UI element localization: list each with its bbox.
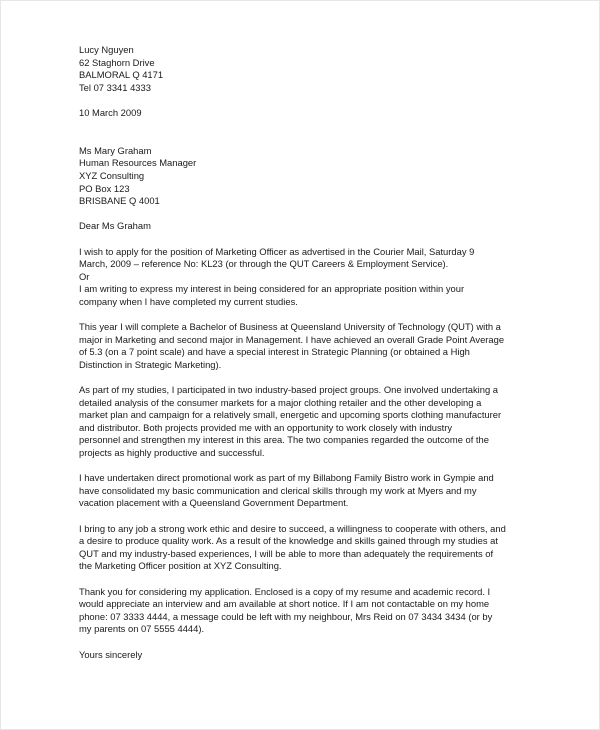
recipient-title: Human Resources Manager xyxy=(79,157,197,169)
paragraph-1 xyxy=(79,246,549,309)
sender-name: Lucy Nguyen xyxy=(79,44,134,55)
paragraph-line: and distributor. Both projects provided me with an opportunity to work closely with industry xyxy=(79,421,453,433)
sender-street: 62 Staghorn Drive xyxy=(79,56,155,68)
recipient-po-box: PO Box 123 xyxy=(79,182,130,194)
paragraph-line: company when I have completed my current studies. xyxy=(79,295,298,307)
paragraph-6 xyxy=(79,586,549,636)
sender-address xyxy=(79,44,549,94)
paragraph-line: Distinction in Strategic Marketing). xyxy=(79,358,222,370)
paragraph-line: personnel and strengthen my interest in this area. The two companies regarded the outcome of the xyxy=(79,434,489,446)
letter-date: 10 March 2009 xyxy=(79,106,142,118)
paragraph-line: the Marketing Officer position at XYZ Consulting. xyxy=(79,560,282,572)
paragraph-line: a desire to produce quality work. As a result of the knowledge and skills gained through my studies at xyxy=(79,535,498,547)
recipient-address xyxy=(79,145,549,208)
paragraph-line: I wish to apply for the position of Marketing Officer as advertised in the Courier Mail, Saturday 9 xyxy=(79,245,475,257)
paragraph-line: March, 2009 – reference No: KL23 (or through the QUT Careers & Employment Service). xyxy=(79,258,449,270)
sender-suburb: BALMORAL Q 4171 xyxy=(79,69,164,81)
sender-phone: Tel 07 3341 4333 xyxy=(79,81,151,93)
paragraph-line: have consolidated my basic communication and clerical skills through my work at Myers and my xyxy=(79,484,477,496)
recipient-name: Ms Mary Graham xyxy=(79,144,152,156)
paragraph-line: major in Marketing and second major in Management. I have achieved an overall Grade Point Average xyxy=(79,333,505,345)
cover-letter xyxy=(79,44,549,661)
paragraph-line: Thank you for considering my application. Enclosed is a copy of my resume and academic record. I xyxy=(79,585,491,597)
paragraph-line: phone: 07 3333 4444, a message could be left with my neighbour, Mrs Reid on 07 3434 3434 (or by xyxy=(79,610,493,622)
paragraph-line: QUT and my industry-based experiences, I will be able to more than adequately the requirements of xyxy=(79,547,494,559)
paragraph-line: detailed analysis of the consumer markets for a major clothing retailer and the other developing a xyxy=(79,396,482,408)
paragraph-line: vacation placement with a Queensland Government Department. xyxy=(79,497,349,509)
salutation: Dear Ms Graham xyxy=(79,220,151,232)
paragraph-line: As part of my studies, I participated in two industry-based project groups. One involved undertaking a xyxy=(79,384,498,396)
paragraph-line: I bring to any job a strong work ethic and desire to succeed, a willingness to cooperate with others, and xyxy=(79,522,506,534)
paragraph-line: Or xyxy=(79,270,90,282)
paragraph-line: my parents on 07 5555 4444). xyxy=(79,623,205,635)
paragraph-2 xyxy=(79,321,549,371)
paragraph-line: would appreciate an interview and am available at short notice. If I am not contactable on my home xyxy=(79,598,490,610)
paragraph-line: I am writing to express my interest in being considered for an appropriate position within your xyxy=(79,283,465,295)
paragraph-3 xyxy=(79,384,549,460)
paragraph-line: market plan and campaign for a relatively small, energetic and upcoming sports clothing manufacturer xyxy=(79,409,502,421)
recipient-city: BRISBANE Q 4001 xyxy=(79,195,160,207)
paragraph-5 xyxy=(79,523,549,573)
paragraph-line: This year I will complete a Bachelor of Business at Queensland University of Technology (QUT) with a xyxy=(79,321,501,333)
paragraph-line: I have undertaken direct promotional work as part of my Billabong Family Bistro work in Gympie and xyxy=(79,472,494,484)
closing: Yours sincerely xyxy=(79,648,143,660)
paragraph-4 xyxy=(79,472,549,510)
paragraph-line: projects as highly productive and successful. xyxy=(79,447,265,458)
recipient-company: XYZ Consulting xyxy=(79,169,145,181)
paragraph-line: of 5.3 (on a 7 point scale) and have a special interest in Strategic Planning (or obtained a High xyxy=(79,346,470,358)
